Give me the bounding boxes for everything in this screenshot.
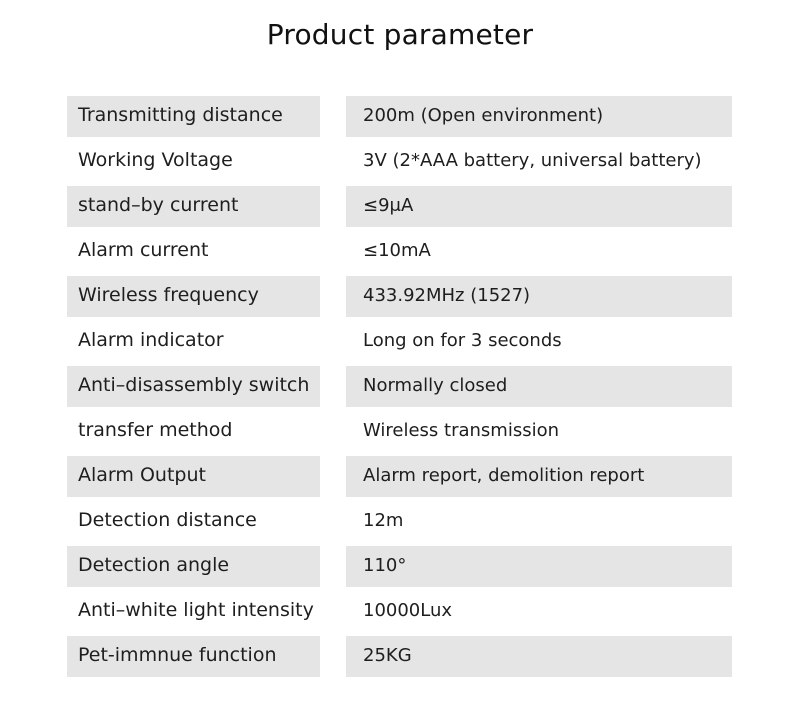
table-row-alarm-indicator	[0, 321, 800, 366]
parameter-value: 25KG	[346, 636, 732, 677]
page-title: Product parameter	[266, 18, 534, 51]
table-row-working-voltage	[0, 141, 800, 186]
parameter-value: 3V (2*AAA battery, universal battery)	[363, 150, 702, 171]
parameter-label: Alarm current	[78, 239, 209, 261]
parameter-label: Alarm Output	[67, 456, 320, 497]
parameter-label: Alarm indicator	[78, 329, 224, 351]
parameter-value: ≤9μA	[346, 186, 732, 227]
parameter-label: Transmitting distance	[67, 96, 320, 137]
parameter-value: 10000Lux	[363, 600, 453, 621]
table-row-pet-immune-function	[0, 636, 800, 681]
parameter-value: ≤10mA	[363, 240, 431, 261]
parameter-label: transfer method	[78, 419, 233, 441]
parameter-value: Alarm report, demolition report	[346, 456, 732, 497]
table-row-alarm-current	[0, 231, 800, 276]
parameter-value: Wireless transmission	[363, 420, 560, 441]
table-row-transmitting-distance	[0, 96, 800, 141]
parameter-label: Detection angle	[67, 546, 320, 587]
parameter-value: Long on for 3 seconds	[363, 330, 562, 351]
table-row-alarm-output	[0, 456, 800, 501]
parameter-table	[0, 96, 800, 681]
table-row-wireless-frequency	[0, 276, 800, 321]
parameter-value: 200m (Open environment)	[346, 96, 732, 137]
table-row-detection-angle	[0, 546, 800, 591]
parameter-value: 110°	[346, 546, 732, 587]
table-row-anti-white-light-intensity	[0, 591, 800, 636]
parameter-label: Working Voltage	[78, 149, 233, 171]
table-row-transfer-method	[0, 411, 800, 456]
table-row-standby-current	[0, 186, 800, 231]
parameter-label: Anti–disassembly switch	[67, 366, 320, 407]
parameter-label: Detection distance	[78, 509, 257, 531]
parameter-value: 433.92MHz (1527)	[346, 276, 732, 317]
parameter-label: Wireless frequency	[67, 276, 320, 317]
table-row-anti-disassembly-switch	[0, 366, 800, 411]
parameter-value: 12m	[363, 510, 404, 531]
parameter-label: stand–by current	[67, 186, 320, 227]
parameter-label: Pet-immnue function	[67, 636, 320, 677]
parameter-value: Normally closed	[346, 366, 732, 407]
table-row-detection-distance	[0, 501, 800, 546]
parameter-label: Anti–white light intensity	[78, 599, 314, 621]
